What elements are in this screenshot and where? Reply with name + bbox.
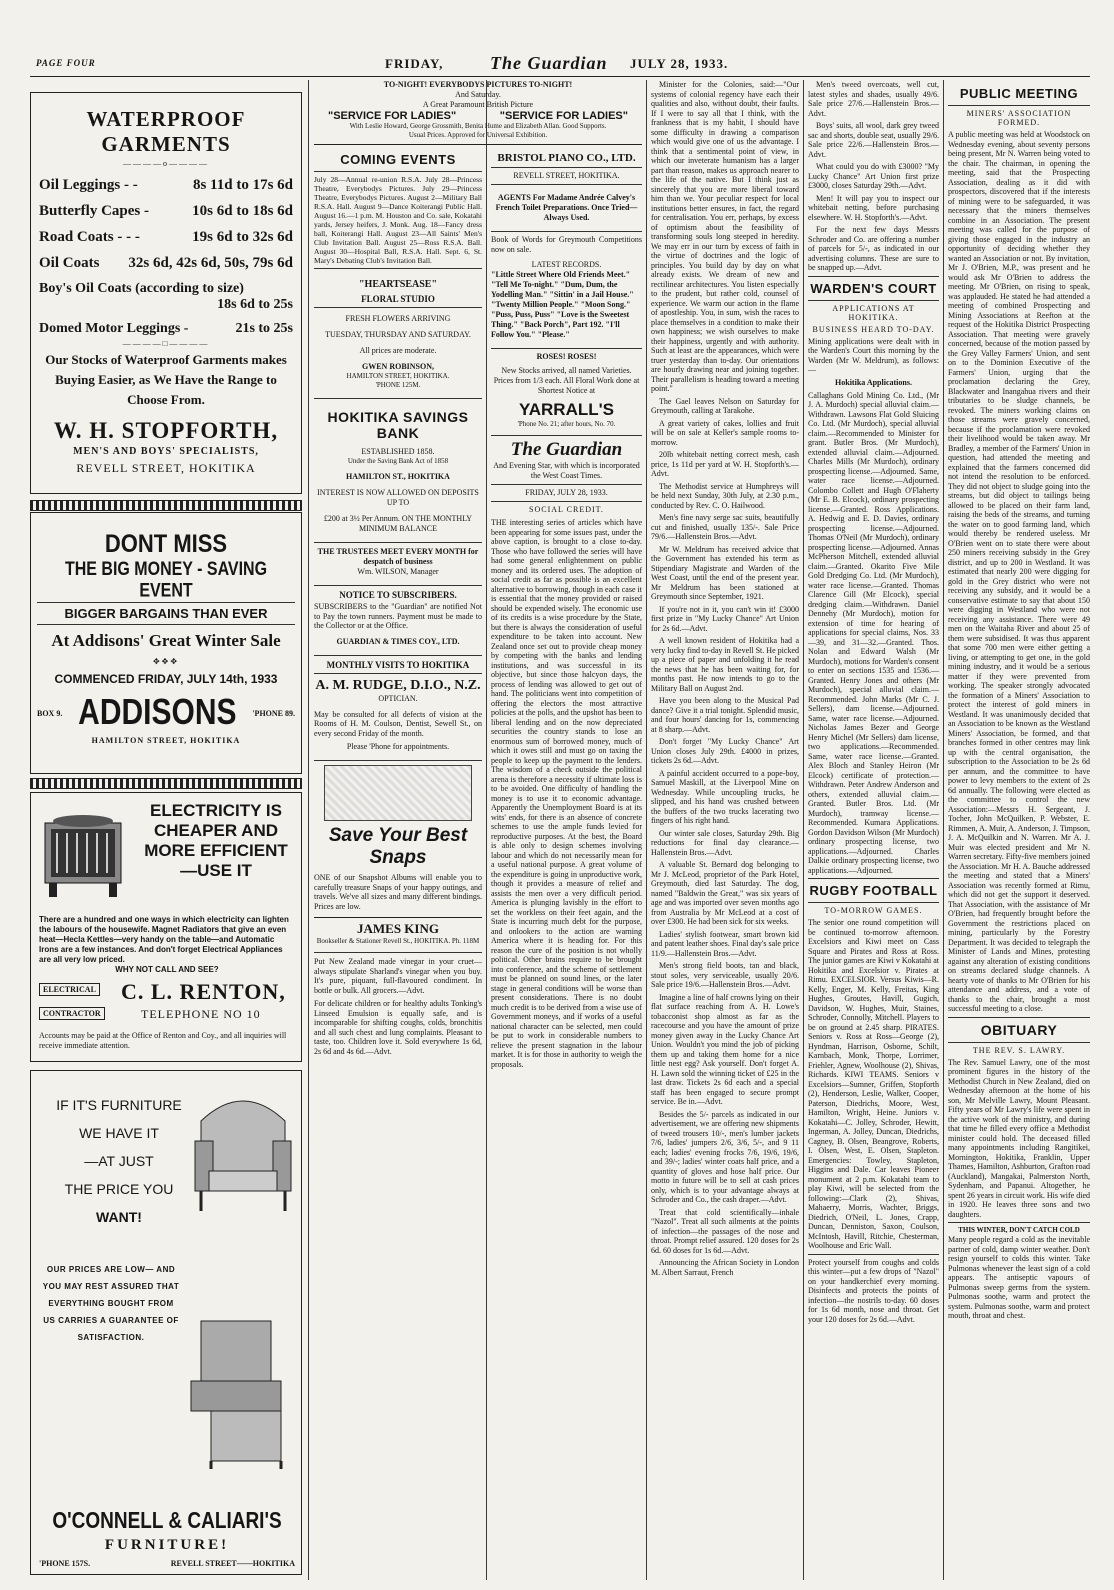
heartsease-line: TUESDAY, THURSDAY AND SATURDAY. xyxy=(325,330,471,339)
column-rule xyxy=(803,80,804,1580)
social-credit-head: SOCIAL CREDIT. xyxy=(529,505,604,514)
furniture-illustration xyxy=(181,1301,295,1471)
wardens-court-sub: APPLICATIONS AT HOKITIKA. xyxy=(832,303,915,322)
guardian-date: FRIDAY, JULY 28, 1933. xyxy=(525,488,608,497)
heartsease-title: "HEARTSEASE" xyxy=(359,279,437,290)
divider xyxy=(314,307,482,308)
addisons-name: ADDISONS xyxy=(78,692,237,733)
stock-text: Our Stocks of Waterproof Garments makes Buying Easier, as We Have the Range to Choose From. xyxy=(45,352,287,407)
furniture-body: OUR PRICES ARE LOW— AND YOU MAY REST ASSURED THAT EVERYTHING BOUGHT FROM US CARRIES A GUARANTEE OF SATISFACTION. xyxy=(42,1265,180,1342)
ad-line: COMMENCED FRIDAY, JULY 14th, 1933 xyxy=(54,672,278,686)
yarrall-phone: 'Phone No. 21; after hours, No. 70. xyxy=(517,420,616,428)
masthead-title: The Guardian xyxy=(490,53,608,73)
divider xyxy=(808,276,939,277)
item-price: 10s 6d to 18s 6d xyxy=(192,203,293,219)
firm-sub: MEN'S AND BOYS' SPECIALISTS, xyxy=(73,446,259,457)
divider xyxy=(314,398,482,399)
decorative-band xyxy=(30,500,302,511)
firm-name: W. H. STOPFORTH, xyxy=(53,418,279,443)
rudge-body: May be consulted for all defects of vision at the Rooms of H. M. Coulson, Dentist, Sewell St., on every second Friday of the month. xyxy=(314,709,482,738)
savings-line: Wm. WILSON, Manager xyxy=(357,567,439,576)
divider xyxy=(314,542,482,543)
column-rule xyxy=(486,80,487,1580)
column-5-briefs xyxy=(808,80,939,273)
armchair-illustration xyxy=(191,1081,295,1231)
news-brief: The Gael leaves Nelson on Saturday for Greymouth, calling at Tarakohe. xyxy=(651,396,799,415)
piano-agents: AGENTS For Madame Andrée Calvey's French Toilet Preparations. Once Tried—Always Used. xyxy=(495,193,638,222)
ad-line: THE BIG MONEY - SAVING EVENT xyxy=(64,559,268,602)
james-king-name: JAMES KING xyxy=(314,917,482,937)
news-brief: A great variety of cakes, lollies and fruit will be on sale at Keller's sample rooms to-morrow. xyxy=(651,418,799,447)
social-credit-body: THE interesting series of articles which have been appearing for some issues past, under the above caption, is brought to a close to-day. Those who have followed the series will have had some general enlightenment on public money and its ordered uses. The adoption of social credit as far as possible is an excellent alternative to borrowing, though in each case it is essential that the money provided or raised should be expended wisely. The economic use of its credits is a wise procedure by the State, but there is always the consideration of useful expenditure to be taken into account. New Zealand once set out to provide cheap money by competing with the banks and lending institutions, and was successful in its objective, but since those halcyon days, the process of lending was allowed to get out of hand. The politicians went into competition of offering the electors the most attractive policies at the polls, and the upshot has been to liberal lending and on the now depreciated securities the country stands to lose an enormous sum of borrowed money, much of which it owes still and must go on taxing the people to keep up the payment to the lenders. The wisdom of a check outside the political arena is therefore a necessity if ultimate loss is to be avoided. One difficulty of handling the money is to use it to economic advantage. Apparently the Unemployment Board is at its wits' ends, for there is an absence of concrete schemes to use the ample funds levied for reproductive purposes. At the best, the Board is able only to design schemes involving labour and which do not necessarily mean for a useful national purpose. A great volume of the expenditure is going in unproductive work, though it provides a measure of relief and assists the men over a very difficult period. America is plunging lavishly in the effort to set the workless on their feet again, and the State is incurring much debt for the purpose, and onlookers to the action are warning America where it is heading for. For this reason the cure of the position is not wholly political. Other brains require to be brought into conference, and the scheme of settlement must be planned on sound lines, or the later stage in general conditions will be worse than present considerations. There is no doubt much credit is to be derived from a wise use of Government moneys, and if works of a useful national character can be selected, men could be put to work in considerable numbers to relieve the present stagnation in the labour market. It is for those in authority to weigh the proposals. xyxy=(491,518,642,1069)
price-row xyxy=(39,203,293,220)
price-list xyxy=(39,177,293,272)
rudge-sub: OPTICIAN. xyxy=(378,693,418,703)
film-title: "SERVICE FOR LADIES" xyxy=(328,110,457,122)
obituary-sub: THE REV. S. LAWRY. xyxy=(972,1045,1066,1055)
price-row xyxy=(39,177,293,194)
heartsease-line: All prices are moderate. xyxy=(359,346,437,355)
divider: ————□———— xyxy=(122,339,210,348)
electric-heater-illustration xyxy=(37,803,129,903)
news-brief: Men's tweed overcoats, well cut, latest styles and shades, usually 49/6. Sale price 27/6.—Hallenstein Bros.—Advt. xyxy=(808,80,939,118)
item-price: 32s 6d, 42s 6d, 50s, 79s 6d xyxy=(128,255,293,271)
guardian-sub: And Evening Star, with which is incorporated the West Coast Times. xyxy=(493,461,640,480)
column-rule xyxy=(308,80,309,1580)
public-meeting-text: A public meeting was held at Woodstock on Wednesday evening, about seventy persons being present, Mr N. Warren being voted to the chair. The chairman, in opening the meeting, said that the Prospecting Association, dealing as it did with prospectors, discovered that if the interests of mining were to be safeguarded, it was necessary that the miners themselves combine in an Association. The present meeting was called for the purpose of giving those engaged in the industry an opportunity of deciding whether they wanted an Association or not. By invitation, Mr J. O'Brien, M.P., was present and he would ask Mr O'Brien to address the meeting. Mr O'Brien, on rising to speak, was applauded. He stated he had attended a meeting of combined Prospecting and Mining Associations at Reefton at the request of the Hokitika District Prospecting Association. That meeting were gravely concerned, because of the motion passed by the Grey Valley Farmers' Union, and sent on to the Dominion Executive of the Farmers' Union, urging that the proclamation declaring the Grey, Blackwater and Inangahua rivers and their tributaries to be sludge channels, be revoked. The miners working claims on those streams were gravely concerned, because if the proclamation were revoked their livelihood would be taken away. Mr Bradley, a member of the Farmers' Union in question, had attended the meeting and explained that the farmers concerned did not intend the resolution to be enforced. They did not object to sludge going into the streams, but did object to tailings being allowed to be placed on their farm land, raising the beds of the streams, and turning the water on to good farming land, which would thereby be rendered useless. Mr O'Brien went on to state there were about 250 miners receiving subsidy in the Grey district, and up to 200 in Westland. It was estimated that nearly 200 were digging for gold in the Grey district who were not receiving any subsidy, and it would be a conservative estimate to say that about 150 were digging in Westland who were not receiving any assistance. There were 49 men on the Waitaha River and about 25 of them were subsidised. It was thus apparent that some 700 men were either getting a living, or attempting to get one, in the gold mining industry, and it would be a serious matter if they were prevented from working. The speaker strongly advocated the formation of a Miners' Association to protect the interest of gold miners in Westland. It was unanimously decided that an Association to be known as the Westland Miners' Association, be formed, and that branches formed in other centres may link up with the central organisation, the subscription to the Association to be 2s 6d per annum, and the committee to have power to levy members to the extent of 2s 6d annually. The following were elected as the committee to control the new Association:—Messrs H. Sergeant, J. Tocher, John McQuilken, P. Webster, E. Rimmen, A. Muir, A. Anderson, J. Timpson, J. A. McQuilkin and N. Warren. Mr A. J. Muir was elected president and Mr N. Warren secretary. Fifty-five members joined the Association. Mr H. A. Bauche addressed the meeting and stated that a Miners' Association was recently formed at Rimu, which did not get the support it deserved. That Association, with the assistance of Mr O'Brien, had frequently brought before the Government the restrictions placed on mining, particularly by the Forestry Department. It was decided to telegraph the Minister of Lands and Mines, protesting against any alteration of existing conditions on streams declared sludge channels. A hearty vote of thanks to Mr O'Brien for his attendance and address, and a vote of thanks to the chair, brought a most successful meeting to a close. xyxy=(948,130,1090,1013)
news-brief: Announcing the African Society in London M. Albert Sarraut, French xyxy=(651,1258,799,1277)
masthead-day: FRIDAY, xyxy=(385,56,444,71)
divider xyxy=(314,268,482,269)
renton-phone: TELEPHONE NO 10 xyxy=(141,1007,261,1021)
pictures-present: A Great Paramount British Picture xyxy=(422,100,534,109)
piano-records: "Little Street Where Old Friends Meet." "Tell Me To-night." "Dum, Dum, the Yodelling Man." "Sittin' in a Jail House." "Twenty Million People." "Moon Song." "Puss, Puss, Puss" "Love is the Sweetest Thing." "Back Porch", Part 192. "I'll Follow You." "Please." xyxy=(491,270,634,339)
divider xyxy=(491,435,642,436)
snaps-title: Save Your Best Snaps xyxy=(328,825,468,868)
item-price: 8s 11d to 17s 6d xyxy=(192,177,293,193)
news-brief: A painful accident occurred to a pope-boy, Samuel Maskill, at the Liverpool Mine on Wednesday. While uncoupling trucks, he slipped, and his hand was crushed between the buffers of the two trucks lacerating two fingers of his right hand. xyxy=(651,768,799,825)
savings-line: £200 at 3½ Per Annum. ON THE MONTHLY MINIMUM BALANCE xyxy=(323,514,473,533)
film-title: "SERVICE FOR LADIES" xyxy=(499,110,628,122)
piano-book: Book of Words for Greymouth Competitions now on sale. xyxy=(491,235,642,254)
savings-line: ESTABLISHED 1858. xyxy=(361,447,435,456)
snaps-body: ONE of our Snapshot Albums will enable you to carefully treasure Snaps of your happy outings, and travels. We've all sizes and many different bindings. Prices are low. xyxy=(314,873,482,911)
news-brief: Have you been along to the Musical Pad dance? Give it a trial tonight. Splendid music, and four hours' dancing for 1s, commencing at 8 sharp.—Advt. xyxy=(651,696,799,734)
rugby-text: The senior one round competition will be continued to-morrow afternoon. Excelsiors and Kiwi meet on Cass Square and Pirates and Ross at Ross. The junior games are Kiwi v Kokatahi at Hokitika and Excelsior v. Pirates at Rimu. EXCELSIOR. Versus Kiwis—R. Kelly, Enger, M. Kelly, Freitas, King Hughes, Groutes, Havill, Gugich, Davidson, W. Hughes, Muir, Staines, Schroder, Connolly, Mitchell. Players to be on ground at 2.45 sharp. PIRATES. Seniors v. Ross at Ross—George (2), Hyndman, Harrison, Osborne, Schilt, Karnbach, Monk, Thorpe, Lorrimer, Friehler, Agnew, Woolhouse (2), Shivas, Richards. KIWI TEAMS. Seniors v Excelsiors—Sumner, Griffen, Stopforth (2), Henderson, Leslie, Walker, Cooper, Paterson, Diedrichs, Moore, West, Hamilton, Wright, Heine. Juniors v. Kokatahi—C. Jolley, Schroder, Hewitt, Ingerman, A. Jolley, Duncan, Diedrichs, Cagney, B. Olsen, Beangrove, Roberts, I. Olsen, West, E. Olsen, Stapleton. Emergencies: Towley, Stapleton, Higgins and Dale. Car leaves Pioneer monument at 2 p.m. Kokatahi team to play Kiwi, will be selected from the following:—Clark (2), Shivas, Mahaerry, Morris, Wachter, Briggs, Diedrich, O'Neil, L. Jones, Crapp, Duncan, Denniston, Saxon, Coulson, McIntosh, Havill, Ritchie, Chesterman, Woolhouse and Eric Wall. xyxy=(808,918,939,1250)
domed-line: Domed Motor Leggings - xyxy=(39,321,189,336)
cold-text: Many people regard a cold as the inevitable partner of cold, damp winter weather. Don't resign yourself to colds this winter. Take Pulmonas whenever the least sign of a cold appears. The antiseptic vapours of Pulmonas sweep germs from the system. Pulmonas soothe, warm and protect the system. Pulmonas soothe, warm and protect mouth, throat and chest. xyxy=(948,1235,1090,1320)
public-meeting-title: PUBLIC MEETING xyxy=(959,86,1079,101)
news-brief: Don't forget "My Lucky Chance" Art Union closes July 29th. £4000 in prizes, tickets 2s 6d.—Advt. xyxy=(651,737,799,765)
divider xyxy=(314,171,482,172)
divider xyxy=(948,1222,1090,1223)
yarrall-name: YARRALL'S xyxy=(518,400,615,419)
notice-title: NOTICE TO SUBSCRIBERS. xyxy=(339,590,457,600)
heartsease-sub: FLORAL STUDIO xyxy=(361,294,435,304)
address: HAMILTON STREET, HOKITIKA xyxy=(91,736,241,745)
yarrall-roses: ROSES! ROSES! xyxy=(536,352,597,361)
yarrall-body: New Stocks arrived, all named Varieties. Prices from 1/3 each. All Floral Work done at Shortest Notice at xyxy=(493,366,640,395)
news-brief: The Methodist service at Humphreys will be held next Sunday, 30th July, at 2.30 p.m., conducted by Rev. C. O. Hailwood. xyxy=(651,481,799,510)
wardens-court-head: Hokitika Applications. xyxy=(835,377,912,387)
phone: 'PHONE 157S. xyxy=(39,1559,91,1568)
news-brief: For the next few days Messrs Schroder and Co. are offering a number of parcels for 5/-, as indicated in our advertising columns. These are sure to be snapped up.—Advt. xyxy=(808,225,939,272)
column-5 xyxy=(808,80,939,1580)
divider: ✥✥✥ xyxy=(152,657,180,666)
heartsease-addr: HAMILTON STREET, HOKITIKA. xyxy=(346,372,450,380)
why-line: WHY NOT CALL AND SEE? xyxy=(115,965,219,974)
wardens-court-text: Callaghans Gold Mining Co. Ltd., (Mr J. A. Murdoch) special alluvial claim.—Withdrawn. Lawsons Flat Gold Sluicing Co. Ltd. (Mr Murdoch), special alluvial claim.—Recommended to Minister for grant. Butler Bros. (Mr Murdoch), extended alluvial claim.—Adjourned. Charles Mills (Mr Murdoch), ordinary prospecting license.—Adjourned. Same, water race license.—Adjourned. Colombo Collett and Hugh O'Flaherty (Mr E. B. Elcock), ordinary prospecting license.—Granted. Ross Applications. A. Hedwig and E. D. Davies, ordinary prospecting license.—Adjourned. Thomas O'Neil (Mr Murdoch), ordinary prospecting license.—Adjourned. Annas McPherson Mitchell, extended alluvial claim.—Granted. Okarito Five Mile Gold Dredging Co. Ltd. (Mr Murdoch), water race license.—Granted. Thomas Clarence Gill (Mr Elcock), special dredging claim.—Withdrawn. Daniel Dennehy (Mr Murdoch), motion for extension of time for hearing of applications for special claims, Nos. 33—39, and 31—32.—Granted. Thos. Nolan and Edward Walsh (Mr Murdoch), motions for Warden's consent to enter on sections 1535 and 1536.—Granted. Henry Jones and others (Mr Murdoch), special alluvial claim.—Recommended. John Marks (Mr C. J. Sellers), dam license.—Adjourned. Same, water race license.—Adjourned. Nicholas James Bezer and George Henry Michel (Mr Sellers) dam license, two applications.—Recommended. Same, water race license.—Granted. Alex Bloch and Stanley Heiron (Mr Elcock) certificate of protection.—Withdrawn. Peter Andrew Anderson and others, extended alluvial claim.—Granted. Butler Bros. Ltd. (Mr Murdoch), tramway license.—Recommended. Kumara Applications. Gordon Davidson Wilson (Mr Murdoch) ordinary prospecting license, two applications.—Adjourned. Charles Dalkie ordinary prospecting license, two applications.—Adjourned. xyxy=(808,390,939,875)
divider xyxy=(808,878,939,879)
divider xyxy=(808,902,939,903)
tonking-text: For delicate children or for healthy adults Tonking's Linseed Emulsion is equally safe, and is incomparable for shifting coughs, colds, bronchitis and all such chest and lung complaints. Pleasant to taste, too. Children love it. Sold everywhere 1s 6d, 2s 6d and 4s 6d.—Advt. xyxy=(314,999,482,1056)
divider xyxy=(808,1254,939,1255)
notice-body: SUBSCRIBERS to the "Guardian" are notified Not to Pay the town runners. Payment must be made to the Collector or at the Office. xyxy=(314,602,482,630)
divider xyxy=(314,760,482,761)
savings-line: THE TRUSTEES MEET EVERY MONTH for despatch of business xyxy=(317,547,479,566)
ad-line: DONT MISS xyxy=(104,529,228,558)
rugby-sub: TO-MORROW GAMES. xyxy=(824,906,923,915)
news-brief: Boys' suits, all wool, dark grey tweed sac and shorts, double seat, usually 29/6. Sale price 22/6.—Hallenstein Bros.—Advt. xyxy=(808,121,939,159)
news-brief: If you're not in it, you can't win it! £3000 first prize in "My Lucky Chance" Art Union for 2s 6d.—Advt. xyxy=(651,604,799,633)
piano-title: BRISTOL PIANO CO., LTD. xyxy=(497,152,636,164)
furniture-ad xyxy=(30,1070,302,1575)
divider: ————o———— xyxy=(123,159,209,168)
savings-line: INTEREST IS NOW ALLOWED ON DEPOSITS UP TO xyxy=(317,488,479,507)
news-brief: Men! It will pay you to inspect our whitebait netting, before purchasing elsewhere. W. H. Stopforth's.—Advt. xyxy=(808,193,939,222)
divider xyxy=(491,484,642,485)
piano-latest: LATEST RECORDS. xyxy=(531,260,602,269)
furniture-heading xyxy=(39,1091,199,1231)
james-king-sub: Bookseller & Stationer Revell St., HOKITIKA. Ph. 118M xyxy=(316,937,480,945)
item-name: Butterfly Capes - xyxy=(39,203,149,219)
divider xyxy=(948,1042,1090,1043)
savings-title: HOKITIKA SAVINGS BANK xyxy=(327,409,469,441)
divider xyxy=(948,1017,1090,1018)
rugby-title: RUGBY FOOTBALL xyxy=(809,883,938,898)
wardens-court-sub2: BUSINESS HEARD TO-DAY. xyxy=(812,324,935,334)
oconnell-name: O'CONNELL & CALIARI'S xyxy=(52,1508,282,1534)
public-meeting-sub: MINERS' ASSOCIATION FORMED. xyxy=(966,109,1072,127)
column-3 xyxy=(491,148,642,1578)
divider xyxy=(491,348,642,349)
boys-price: 18s 6d to 25s xyxy=(217,297,293,312)
page-number: PAGE FOUR xyxy=(36,58,96,68)
divider xyxy=(491,501,642,502)
news-brief: Treat that cold scientifically—inhale "Nazol". Treat all such ailments at the points of infection—the passages of the nose and throat. Prompt relief assured. 120 doses for 2s 6d. 60 doses for 1s 6d.—Advt. xyxy=(651,1207,799,1255)
addisons-sale-ad xyxy=(30,512,302,774)
electrical-label: ELECTRICAL xyxy=(39,983,100,996)
divider xyxy=(491,231,642,232)
album-illustration xyxy=(324,765,472,821)
savings-line: HAMILTON ST., HOKITIKA xyxy=(346,472,450,481)
pictures-ad xyxy=(314,80,642,145)
divider xyxy=(491,167,642,168)
pictures-cast: With Leslie Howard, George Grossmith, Benita Hume and Elizabeth Allan. Good Supports. xyxy=(349,122,607,130)
news-brief: Imagine a line of half crowns lying on their flat surface reaching from A. H. Lowe's tobacconist shop almost as far as the racecourse and you have the amount of prize money given away in the Lucky Chance Art Union. Wouldn't you mind the job of picking them up and taking them home for a nice little nest egg? Ask yourself. Don't forget A. H. Lawn sold the winning ticket of £25 in the last draw. Tickets 2s 6d each and a special staff has been engaged to secure prompt service. Be in.—Advt. xyxy=(651,992,799,1106)
piano-addr: REVELL STREET, HOKITIKA. xyxy=(513,171,620,180)
news-brief: Besides the 5/- parcels as indicated in our advertisement, we are offering new shipments of tweed trousers 10/-, men's lumber jackets 7/6, ladies' jumpers 2/6, 3/6, 5/-, and 9 11 each; ladies' evening frocks 7/6, 19/6, 19/6, and 39/-; ladies' winter coats half price, and a quantity of gloves and hose half price. Our motto in future will be to sell at cash prices only, which is to your advantage always at Schroder and Co., the cash draper.—Advt. xyxy=(651,1109,799,1204)
vinegar-text: Put New Zealand made vinegar in your cruet—always stipulate Sharland's vinegar when you buy. It's pure, piquant, full-flavoured condiment. In bottle or bulk. All grocers.—Advt. xyxy=(314,957,482,995)
ad-line: At Addisons' Great Winter Sale xyxy=(51,631,281,650)
price-row xyxy=(39,229,293,246)
ad-heading: WATERPROOF GARMENTS xyxy=(86,107,246,156)
news-brief: Men's strong field boots, tan and black, stout soles, very serviceable, usually 20/6. Sale price 19/6.—Hallenstein Bros.—Advt. xyxy=(651,961,799,989)
obituary-text: The Rev. Samuel Lawry, one of the most prominent figures in the history of the Methodist Church in New Zealand, died on Wednesday afternoon at the home of his son, Mr Melville Lawry, Mount Pleasant. Fifty years of Mr Lawry's life were spent in the active work of the ministry, and during that time he filled every office a Methodist minister could hold. The deceased filled many appointments including Rangitikei, Mornington, Hokitika, Franklin, Upper Thames, Hamilton, Ashburton, Grafton road (Auckland), Mangakai, Palmerston North, Sydenham, and Papanui. Altogether, he spent 26 years in circuit work. His wife died in 1920. He leaves three sons and two daughters. xyxy=(948,1057,1090,1219)
news-brief: Minister for the Colonies, said:—"Our systems of colonial regency have each their qualities and also, without doubt, their faults. If I were to say all that I think, with the frankness that is my habit, I should have some difficulty in drawing a comparison which would give one of us the advantage. I think that a sentimental point of view, in which our inveterate humanism has a larger part than reason, makes us approach nearer to the life of the native. But I think just as sincerely that you are more liberal toward him than we. Your peculiar respect for local institutions better ensures, in fact, the regard for centralisation. You err, perhaps, by excess of optimism about the feasibility of transforming souls long steeped in heredity. We may err in our turn by excess of faith in the virtue of doctrines and the logic of principles. You build day by day on what already exists. We dream of new and rectilinear architectures. You listen especially to the prudent, but rather cold, counsel of experience. We warm our action in the flame of apostleship. You, in sum, wish the races to place themselves in a condition to make their own happiness; we wish ourselves to make their happiness, urgently and with authority. Such at least are the appearances, which were truer yesterday than to-day. Our orientations are hourly drawing near and joining together. Their parallelism is heading toward a meeting point." xyxy=(651,80,799,393)
boys-line: Boy's Oil Coats (according to size) xyxy=(39,281,244,296)
savings-line: Under the Saving Bank Act of 1858 xyxy=(347,457,449,465)
renton-footer: Accounts may be paid at the Office of Renton and Coy., and all inquiries will receive immediate attention. xyxy=(39,1031,287,1050)
obituary-title: OBITUARY xyxy=(980,1021,1058,1038)
furniture-line: —AT JUST xyxy=(84,1153,154,1169)
electricity-ad xyxy=(30,792,302,1062)
heartsease-line: FRESH FLOWERS ARRIVING xyxy=(345,314,451,323)
item-name: Road Coats - - - xyxy=(39,229,140,245)
divider xyxy=(314,673,482,674)
waterproof-garments-ad xyxy=(30,92,302,494)
pictures-top: TO-NIGHT! EVERYBODYS PICTURES TO-NIGHT! xyxy=(383,80,573,89)
item-name: Oil Coats xyxy=(39,255,100,271)
furniture-line: WE HAVE IT xyxy=(79,1125,159,1141)
pictures-and: And Saturday. xyxy=(455,90,501,99)
divider xyxy=(314,585,482,586)
divider xyxy=(491,184,642,185)
column-rule xyxy=(646,80,647,1580)
rudge-name: A. M. RUDGE, D.I.O., N.Z. xyxy=(315,677,481,693)
price-row xyxy=(39,255,293,272)
heartsease-name: GWEN ROBINSON, xyxy=(361,362,434,371)
news-brief: Ladies' stylish footwear, smart brown kid and patent leather shoes. Final day's sale price 11/9.—Hallenstein Bros.—Advt. xyxy=(651,929,799,958)
divider xyxy=(314,952,482,953)
masthead xyxy=(30,53,1090,77)
column-2 xyxy=(314,148,482,1578)
domed-price: 21s to 25s xyxy=(235,321,293,336)
renton-name: C. L. RENTON, xyxy=(121,979,286,1004)
news-brief: A well known resident of Hokitika had a very lucky find to-day in Revell St. He picked up a piece of paper and unfolding it he read the news that he has been waiting for, for months past. He now intends to go to the Military Ball on August 2nd. xyxy=(651,636,799,693)
electric-heading: ELECTRICITY IS CHEAPER AND MORE EFFICIENT —USE IT xyxy=(144,801,288,880)
news-brief: Mr W. Meldrum has received advice that the Government has extended his term as Stipendiary Magistrate and Warden of the West Coast, until the end of the present year. Mr Meldrum has been stationed at Greymouth since September, 1921. xyxy=(651,544,799,601)
divider xyxy=(808,300,939,301)
divider xyxy=(314,655,482,656)
divider xyxy=(37,624,295,625)
coming-events-title: COMING EVENTS xyxy=(340,152,456,167)
contractor-label: CONTRACTOR xyxy=(39,1007,105,1020)
phone: 'PHONE 89. xyxy=(252,708,295,718)
divider xyxy=(948,105,1090,106)
column-rule xyxy=(943,80,944,1580)
news-brief: Men's fine navy serge sac suits, beautifully cut and finished, usually 135/-. Sale Price 79/6.—Hallenstein Bros.—Advt. xyxy=(651,513,799,541)
news-brief: A valuable St. Bernard dog belonging to Mr J. McLeod, proprietor of the Park Hotel, Greymouth, died last Saturday. The dog, named "Baldwin the Great," was six years of age and was imported over seven months ago from Australia by Mr McLeod at a cost of over £300. He had been sick for six weeks. xyxy=(651,860,799,926)
guardian-title: The Guardian xyxy=(510,439,623,460)
ad-line: BIGGER BARGAINS THAN EVER xyxy=(64,606,268,621)
column-6 xyxy=(948,80,1090,1580)
address: REVELL STREET——HOKITIKA xyxy=(170,1559,295,1568)
box-number: BOX 9. xyxy=(37,708,63,718)
coming-events-body: July 28—Annual re-union R.S.A. July 28—Princess Theatre, Everybodys Pictures. July 29—Princess Theatre, Everybodys Pictures. August 2—Military Ball R.S.A. Hall. August 9—Dance Koiterangi Public Hall. August 16.—1 p.m. M. Houston and Co. sale, Kokatahi yards, Jersey heifers, J. Monk. Aug. 18—Fancy dress ball, Koiterangi Hall. August 23—All Saints' Men's Club Invitation Ball. August 25—Ross R.S.A. Ball. August 30—Hospital Ball, R.S.A. Hall. Sept. 6, St. Mary's Debating Club's Invitation Ball. xyxy=(314,175,482,265)
furniture-line: IF IT'S FURNITURE xyxy=(56,1097,182,1113)
decorative-band xyxy=(30,778,302,789)
furniture-sub: FURNITURE! xyxy=(104,1537,230,1553)
cold-head: THIS WINTER, DON'T CATCH COLD xyxy=(958,1226,1080,1234)
rudge-phone: Please 'Phone for appointments. xyxy=(346,742,450,751)
wardens-court-title: WARDEN'S COURT xyxy=(810,280,937,296)
heartsease-phone: 'PHONE 125M. xyxy=(375,381,421,389)
firm-address: REVELL STREET, HOKITIKA xyxy=(76,461,256,475)
news-brief: What could you do with £3000? "My Lucky Chance" Art Union first prize £3000, closes Saturday 29th.—Advt. xyxy=(808,162,939,190)
notice-firm: GUARDIAN & TIMES COY., LTD. xyxy=(336,636,460,646)
masthead-date: JULY 28, 1933. xyxy=(630,56,729,71)
pictures-usual: Usual Prices. Approved for Universal Exhibition. xyxy=(408,131,548,139)
column-4 xyxy=(651,80,799,1580)
furniture-line: WANT! xyxy=(96,1209,142,1225)
news-brief: Our winter sale closes, Saturday 29th. Big reductions for final day clearance.—Hallenstein Bros.—Advt. xyxy=(651,828,799,857)
electric-body: There are a hundred and one ways in which electricity can lighten the labours of the housewife. Magnet Radiators that give an even heat—Hecla Kettles—very handy on the table—and Automatic Irons are a few instances. And don't forget Electrical Appliances are all very low priced. xyxy=(39,915,289,964)
item-price: 19s 6d to 32s 6d xyxy=(192,229,293,245)
monthly-title: MONTHLY VISITS TO HOKITIKA xyxy=(326,659,470,670)
nazol-text: Protect yourself from coughs and colds this winter—put a few drops of "Nazol" on your handkerchief every morning. Disinfects and protects the points of infection—the nostrils to-day. 60 doses for 1s 6d month, nose and throat. Get your 120 doses for 2s 6d.—Advt. xyxy=(808,1257,939,1324)
item-name: Oil Leggings - - xyxy=(39,177,138,193)
furniture-line: THE PRICE YOU xyxy=(64,1181,174,1197)
wardens-court-body: Mining applications were dealt with in the Warden's Court this morning by the Warden (Mr W. Meldrum), as follows:— xyxy=(808,336,939,374)
news-brief: 20lb whitebait netting correct mesh, cash price, 1s 11d per yard at W. H. Stopforth's.—Advt. xyxy=(651,450,799,478)
